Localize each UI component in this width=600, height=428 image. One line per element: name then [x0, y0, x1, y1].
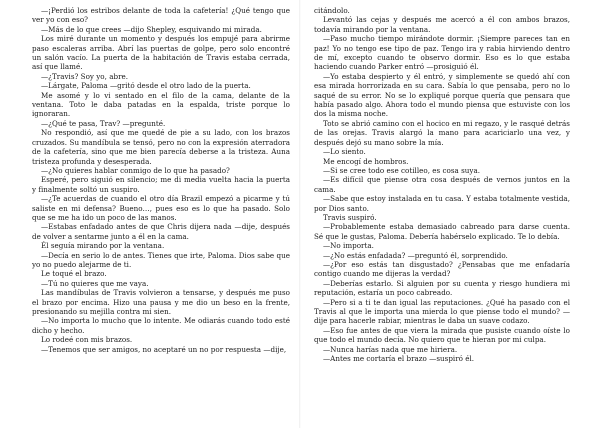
left-page-paragraph: Le toqué el brazo.: [41, 269, 107, 279]
left-page-paragraph: Esperé, pero siguió en silencio; me di media vuelta hacia la puerta y finalmente soltó un suspiro.: [32, 175, 290, 194]
left-page-paragraph: —Tú no quieres que me vaya.: [41, 278, 149, 288]
left-page-paragraph: —Tenemos que ser amigos, no aceptaré un no por respuesta —dije,: [41, 344, 287, 354]
left-page-paragraph: —Lárgate, Paloma —gritó desde el otro lado de la puerta.: [41, 81, 251, 91]
right-page-paragraph: —Pero si a ti te dan igual las reputaciones. ¿Qué ha pasado con el Travis al que le importa una mierda lo que piense todo el mundo? —dije para hacerle rabiar, mientras le daba un suave codazo.: [314, 297, 570, 326]
right-page-paragraph: —Antes me cortaría el brazo —suspiró él.: [323, 354, 475, 364]
right-page-paragraph: —Nunca harías nada que me hiriera.: [323, 344, 458, 354]
right-page-paragraph: —Es difícil que piense otra cosa después de vernos juntos en la cama.: [314, 175, 570, 194]
right-page-paragraph: —¿Por eso estás tan disgustado? ¿Pensabas que me enfadaría contigo cuando me dijeras la verdad?: [314, 259, 570, 279]
left-page-paragraph: —Estabas enfadado antes de que Chris dijera nada —dije, después de volver a sentarme junto a él en la cama.: [32, 222, 290, 241]
left-page-paragraph: No respondió, así que me quedé de pie a su lado, con los brazos cruzados. Su mandíbula se tensó, pero no con la expresión aterradora de la cafetería, sino que me bien parecía deberse a la tristeza. Auna tristeza profunda y desesperada.: [32, 128, 290, 166]
left-page-paragraph: —No importa lo mucho que lo intente. Me odiarás cuando todo esté dicho y hecho.: [32, 316, 290, 335]
right-page-paragraph: citándolo.: [314, 6, 350, 15]
book-gutter: [299, 0, 301, 428]
left-page-paragraph: Lo rodeé con mis brazos.: [41, 335, 133, 345]
right-page-paragraph: —Sabe que estoy instalada en tu casa. Y estaba totalmente vestida, por Dios santo.: [314, 194, 570, 213]
right-page-paragraph: —Yo estaba despierto y él entró, y simplemente se quedó ahí con esa mirada horrorizada en su cara. Sabía lo que pensaba, pero no lo saqué de su error. No se lo expliqué porque quería que pensara que había pasado algo. Ahora todo el mundo piensa que estuviste con los dos la misma noche.: [314, 71, 570, 119]
left-page-paragraph: —Más de lo que crees —dijo Shepley, esquivando mi mirada.: [41, 24, 262, 34]
left-page-paragraph: —¿Te acuerdas de cuando el otro día Brazil empezó a picarme y tú saliste en mi defensa? Bueno…, pues eso es lo que ha pasado. Solo que se me ha ido un poco de las manos.: [32, 194, 290, 222]
left-page-paragraph: —Decía en serio lo de antes. Tienes que irte, Paloma. Dios sabe que yo no puedo alejarme de ti.: [32, 250, 290, 269]
left-page-paragraph: —¡Perdió los estribos delante de toda la cafetería! ¿Qué tengo que ver yo con eso?: [32, 6, 290, 25]
right-page-paragraph: Levantó las cejas y después me acercó a él con ambos brazos, todavía mirando por la ventana.: [314, 15, 570, 34]
right-page-paragraph: —Lo siento.: [323, 147, 366, 157]
left-page-paragraph: —¿No quieres hablar conmigo de lo que ha pasado?: [41, 165, 230, 175]
right-page-paragraph: Me encogí de hombros.: [323, 156, 409, 166]
right-page-paragraph: —Deberías estarlo. Si alguien por su cuenta y riesgo hundiera mi reputación, estaría un poco cabreado.: [314, 278, 570, 298]
left-page-paragraph: Las mandíbulas de Travis volvieron a tensarse, y después me puso el brazo por encima. Hizo una pausa y me dio un beso en la frente, presionando su mejilla contra mi sien.: [32, 288, 290, 316]
right-page: [300, 0, 600, 428]
left-page-paragraph: —¿Qué te pasa, Trav? —pregunté.: [41, 118, 166, 128]
right-page-paragraph: —Paso mucho tiempo mirándote dormir. ¡Siempre pareces tan en paz! Yo no tengo ese tipo de paz. Tengo ira y rabia hirviendo dentro de mí, excepto cuando te observo dormir. Eso es lo que estaba haciendo cuando Parker entró —prosiguió él.: [314, 34, 570, 72]
right-page-paragraph: —Eso fue antes de que viera la mirada que pusiste cuando oíste lo que todo el mundo decía. No quiero que te hieran por mi culpa.: [314, 325, 570, 345]
left-page-paragraph: Él seguía mirando por la ventana.: [41, 241, 165, 251]
right-page-paragraph: —Probablemente estaba demasiado cabreado para darse cuenta. Sé que le gustas, Paloma. Debería habérselo explicado. Te lo debía.: [314, 222, 570, 241]
left-page-paragraph: Los miré durante un momento y después los empujé para abrirme paso escaleras arriba. Abrí las puertas de golpe, pero solo encontré un salón vacío. La puerta de la habitación de Travis estaba cerrada, así que llamé.: [32, 34, 290, 72]
right-page-paragraph: —¿No estás enfadada? —preguntó él, sorprendido.: [323, 250, 508, 260]
right-page-paragraph: Travis suspiró.: [323, 212, 377, 222]
left-page-paragraph: —¿Travis? Soy yo, abre.: [41, 71, 129, 81]
right-page-paragraph: Toto se abrió camino con el hocico en mi regazo, y le rasqué detrás de las orejas. Travis alargó la mano para acariciarlo una vez, y después dejó su mano sobre la mía.: [314, 118, 570, 147]
right-page-paragraph: —No importa.: [323, 241, 374, 251]
right-page-paragraph: —Si se cree todo ese cotilleo, es cosa suya.: [323, 165, 481, 175]
left-page-paragraph: Me asomé y lo vi sentado en el filo de la cama, delante de la ventana. Toto le daba patadas en la espalda, triste porque lo ignoraran.: [32, 90, 290, 119]
